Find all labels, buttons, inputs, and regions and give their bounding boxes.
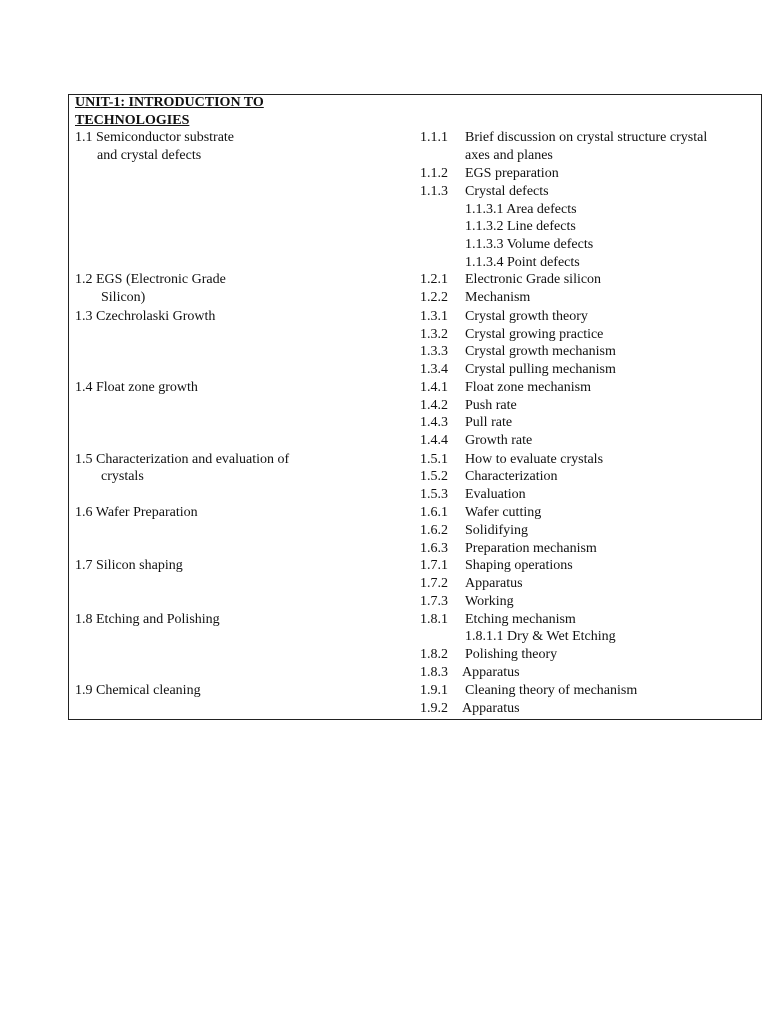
topic-1-2-cont: Silicon) xyxy=(101,290,146,305)
subtopic-row xyxy=(420,504,541,522)
subtopic-row xyxy=(420,611,576,629)
subtopic-number: 1.2.2 xyxy=(420,290,448,305)
subtopic-text: Growth rate xyxy=(465,433,533,448)
subtopic-row xyxy=(420,379,591,397)
topic-1-5-cont: crystals xyxy=(101,469,144,484)
subtopic-number: 1.5.1 xyxy=(420,452,448,467)
subtopic-text: Etching mechanism xyxy=(465,612,576,627)
topic-1-5: 1.5 Characterization and evaluation of xyxy=(75,452,290,467)
topic-1-3: 1.3 Czechrolaski Growth xyxy=(75,309,216,324)
subtopic-number: 1.2.1 xyxy=(420,272,448,287)
subtopic-number: 1.4.1 xyxy=(420,380,448,395)
subtopic-row xyxy=(420,682,637,700)
subtopic-number: 1.6.2 xyxy=(420,523,448,538)
subtopic-row xyxy=(420,183,549,201)
subtopic-number: 1.7.2 xyxy=(420,576,448,591)
subtopic-row xyxy=(420,165,559,183)
subtopic-text: Crystal growing practice xyxy=(465,327,604,342)
subtopic-row xyxy=(420,646,557,664)
topic-1-1: 1.1 Semiconductor substrate xyxy=(75,130,235,145)
subtopic-row: axes and planes xyxy=(465,148,553,163)
subtopic-text: Polishing theory xyxy=(465,647,558,662)
subtopic-number: 1.9.2 xyxy=(420,701,448,716)
subtopic-text: Crystal growth theory xyxy=(465,309,588,324)
topic-1-4: 1.4 Float zone growth xyxy=(75,380,198,395)
subtopic-text: Characterization xyxy=(465,469,558,484)
subtopic-text: Evaluation xyxy=(465,487,526,502)
topic-1-1-cont: and crystal defects xyxy=(97,148,202,163)
subtopic-row xyxy=(420,326,603,344)
subtopic-number: 1.5.3 xyxy=(420,487,448,502)
subtopic-text: Mechanism xyxy=(465,290,531,305)
subtopic-number: 1.9.1 xyxy=(420,683,448,698)
subtopic-text: Float zone mechanism xyxy=(465,380,591,395)
subtopic-row: 1.1.3.4 Point defects xyxy=(465,255,580,270)
subtopic-number: 1.5.2 xyxy=(420,469,448,484)
topic-1-8: 1.8 Etching and Polishing xyxy=(75,612,220,627)
subtopic-row xyxy=(420,451,603,469)
subtopic-number: 1.8.1 xyxy=(420,612,448,627)
subtopic-row xyxy=(420,271,601,289)
subtopic-row xyxy=(420,361,616,379)
subtopic-number: 1.4.3 xyxy=(420,415,448,430)
subtopic-number: 1.6.3 xyxy=(420,541,448,556)
subtopic-text: EGS preparation xyxy=(465,166,559,181)
topic-1-2: 1.2 EGS (Electronic Grade xyxy=(75,272,226,287)
subtopic-text: Preparation mechanism xyxy=(465,541,597,556)
subtopic-row xyxy=(420,575,523,593)
subtopic-text: Electronic Grade silicon xyxy=(465,272,602,287)
subtopic-number: 1.4.4 xyxy=(420,433,448,448)
subtopic-number: 1.8.2 xyxy=(420,647,448,662)
subtopic-row: 1.8.1.1 Dry & Wet Etching xyxy=(465,629,616,644)
subtopic-number: 1.4.2 xyxy=(420,398,448,413)
subtopic-row xyxy=(420,129,707,147)
unit-title-line-2: TECHNOLOGIES xyxy=(75,113,190,128)
subtopic-row xyxy=(420,522,528,540)
subtopic-text: Working xyxy=(465,594,514,609)
subtopic-number: 1.3.1 xyxy=(420,309,448,324)
subtopic-row xyxy=(420,700,520,718)
subtopic-number: 1.1.1 xyxy=(420,130,448,145)
topic-1-9: 1.9 Chemical cleaning xyxy=(75,683,201,698)
subtopic-text: Shaping operations xyxy=(465,558,573,573)
subtopic-text: Cleaning theory of mechanism xyxy=(465,683,638,698)
subtopic-number: 1.6.1 xyxy=(420,505,448,520)
subtopic-row xyxy=(420,486,526,504)
subtopic-row xyxy=(420,664,520,682)
subtopic-text: Wafer cutting xyxy=(465,505,542,520)
subtopic-row xyxy=(420,557,573,575)
subtopic-number: 1.7.1 xyxy=(420,558,448,573)
subtopic-row xyxy=(420,540,597,558)
subtopic-row: 1.1.3.3 Volume defects xyxy=(465,237,594,252)
subtopic-row xyxy=(420,308,588,326)
topic-1-6: 1.6 Wafer Preparation xyxy=(75,505,198,520)
subtopic-text: Brief discussion on crystal structure crystal xyxy=(465,130,708,145)
subtopic-row xyxy=(420,414,512,432)
subtopic-text: Apparatus xyxy=(465,576,523,591)
subtopic-number: 1.3.3 xyxy=(420,344,448,359)
subtopic-text: Solidifying xyxy=(465,523,529,538)
subtopic-text: Crystal pulling mechanism xyxy=(465,362,616,377)
subtopic-text: Crystal defects xyxy=(465,184,549,199)
subtopic-row xyxy=(420,289,530,307)
subtopic-text: Crystal growth mechanism xyxy=(465,344,616,359)
subtopic-text: Apparatus xyxy=(462,665,520,680)
subtopic-number: 1.1.2 xyxy=(420,166,448,181)
subtopic-row xyxy=(420,343,616,361)
subtopic-row: 1.1.3.1 Area defects xyxy=(465,202,577,217)
subtopic-number: 1.3.2 xyxy=(420,327,448,342)
subtopic-text: Apparatus xyxy=(462,701,520,716)
subtopic-number: 1.3.4 xyxy=(420,362,448,377)
subtopic-number: 1.1.3 xyxy=(420,184,448,199)
subtopic-row xyxy=(420,468,558,486)
subtopic-text: How to evaluate crystals xyxy=(465,452,604,467)
subtopic-number: 1.7.3 xyxy=(420,594,448,609)
subtopic-number: 1.8.3 xyxy=(420,665,448,680)
topic-1-7: 1.7 Silicon shaping xyxy=(75,558,183,573)
subtopic-row xyxy=(420,432,532,450)
subtopic-row xyxy=(420,593,514,611)
subtopic-row xyxy=(420,397,517,415)
unit-title-line-1: UNIT-1: INTRODUCTION TO xyxy=(75,95,264,110)
subtopic-text: Pull rate xyxy=(465,415,513,430)
subtopic-row: 1.1.3.2 Line defects xyxy=(465,219,576,234)
subtopic-text: Push rate xyxy=(465,398,517,413)
